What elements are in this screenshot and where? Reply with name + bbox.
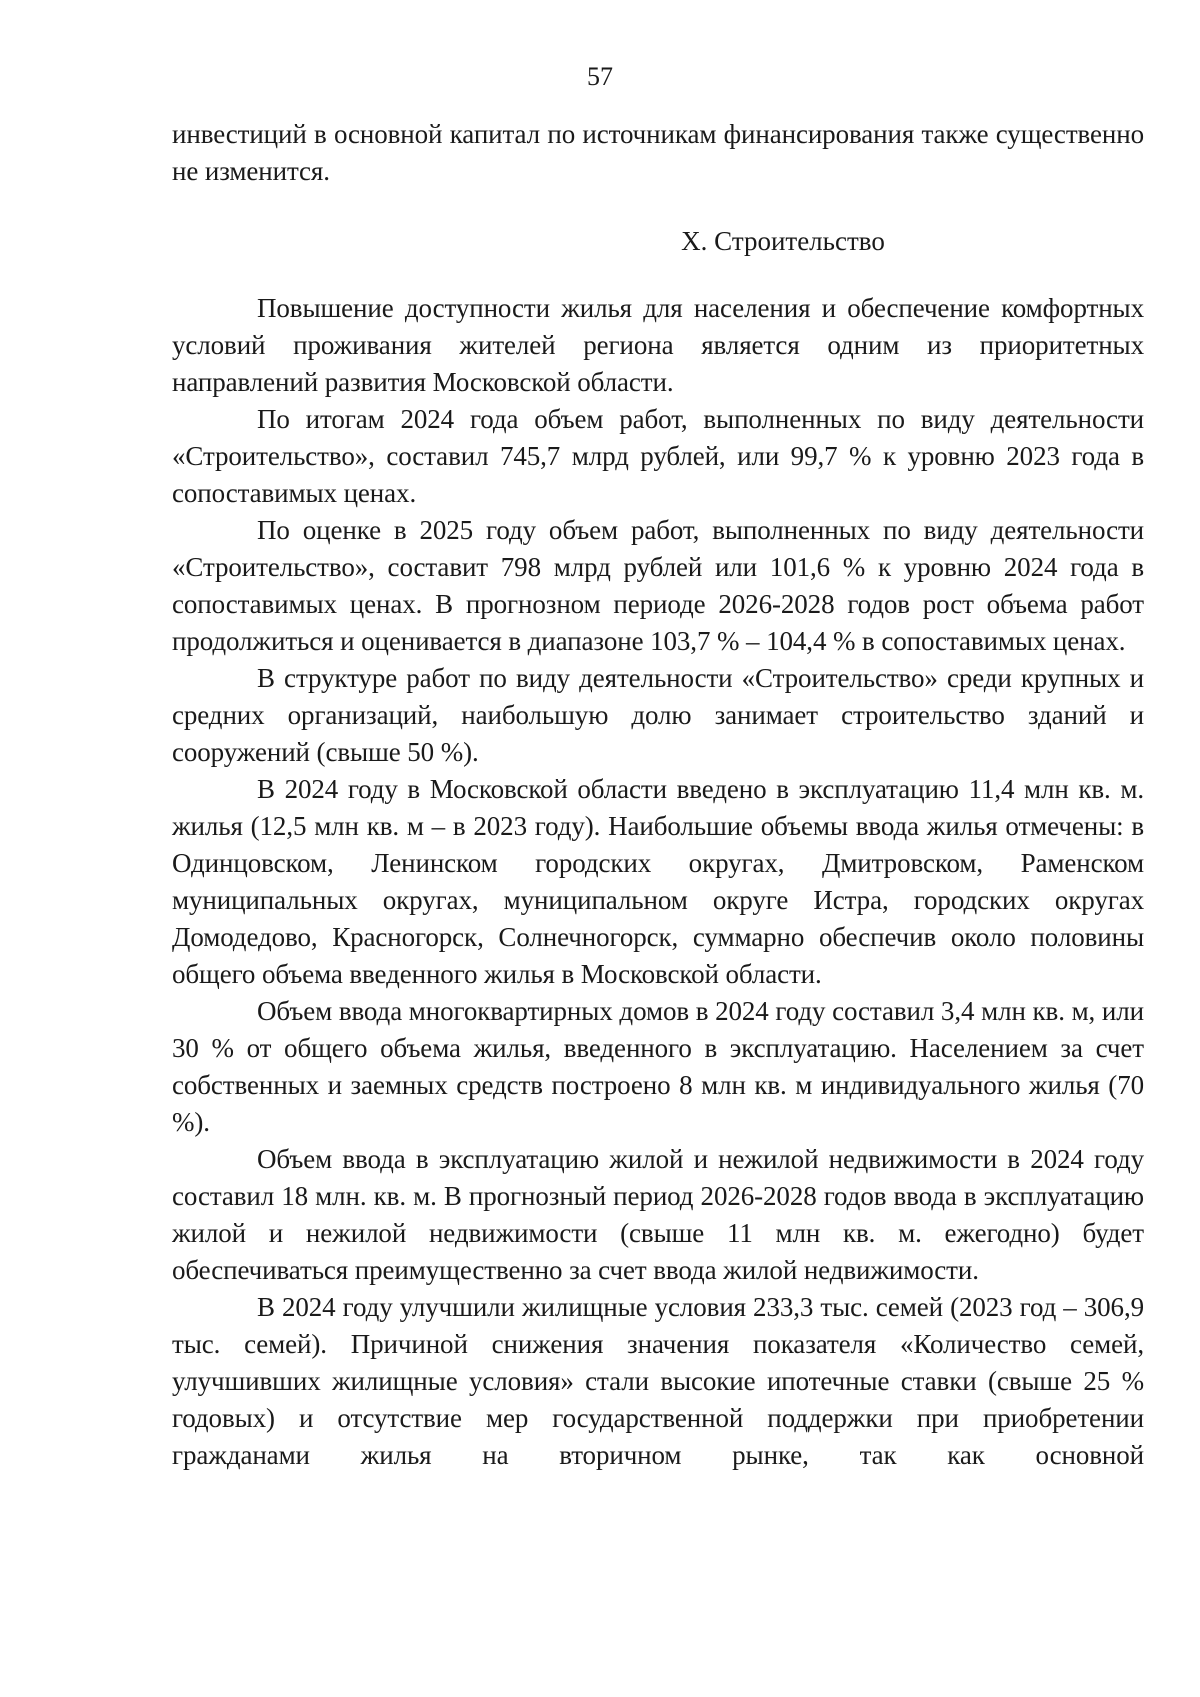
paragraph-work-structure: В структуре работ по виду деятельности «Строительство» среди крупных и средних организаций, наибольшую долю занимает строительство зданий и сооружений (свыше 50 %). — [172, 663, 1144, 767]
paragraph-apartment-buildings: Объем ввода многоквартирных домов в 2024 году составил 3,4 млн кв. м, или 30 % от общего объема жилья, введенного в эксплуатацию. Населением за счет собственных и заемных средств построено 8 млн кв. м индивидуального жилья (70 %). — [172, 996, 1144, 1137]
document-body — [172, 116, 1144, 1474]
section-title: X. Строительство — [681, 226, 885, 256]
paragraph-housing-priority: Повышение доступности жилья для населения и обеспечение комфортных условий проживания жителей региона является одним из приоритетных направлений развития Московской области. — [172, 293, 1144, 397]
paragraph-real-estate-commissioning: Объем ввода в эксплуатацию жилой и нежилой недвижимости в 2024 году составил 18 млн. кв. м. В прогнозный период 2026-2028 годов ввода в эксплуатацию жилой и нежилой недвижимости (свыше 11 млн кв. м. ежегодно) будет обеспечиваться преимущественно за счет ввода жилой недвижимости. — [172, 1144, 1144, 1285]
paragraph-construction-forecast: По оценке в 2025 году объем работ, выполненных по виду деятельности «Строительство», составит 798 млрд рублей или 101,6 % к уровню 2024 года в сопоставимых ценах. В прогнозном периоде 2026-2028 годов рост объема работ продолжиться и оценивается в диапазоне 103,7 % – 104,4 % в сопоставимых ценах. — [172, 515, 1144, 656]
paragraph-construction-2024: По итогам 2024 года объем работ, выполненных по виду деятельности «Строительство», составил 745,7 млрд рублей, или 99,7 % к уровню 2023 года в сопоставимых ценах. — [172, 404, 1144, 508]
paragraph-housing-commissioning: В 2024 году в Московской области введено в эксплуатацию 11,4 млн кв. м. жилья (12,5 млн кв. м – в 2023 году). Наибольшие объемы ввода жилья отмечены: в Одинцовском, Ленинском городских округах, Дмитровском, Раменском муниципальных округах, муниципальном округе Истра, городских округах Домодедово, Красногорск, Солнечногорск, суммарно обеспечив около половины общего объема введенного жилья в Московской области. — [172, 774, 1144, 989]
paragraph-continuation: инвестиций в основной капитал по источникам финансирования также существенно не изменится. — [172, 119, 1144, 186]
paragraph-housing-conditions: В 2024 году улучшили жилищные условия 233,3 тыс. семей (2023 год – 306,9 тыс. семей). Причиной снижения значения показателя «Количество семей, улучшивших жилищные условия» стали высокие ипотечные ставки (свыше 25 % годовых) и отсутствие мер государственной поддержки при приобретении гражданами жилья на вторичном рынке, так как основной — [172, 1292, 1144, 1470]
page-number: 57 — [587, 62, 613, 91]
